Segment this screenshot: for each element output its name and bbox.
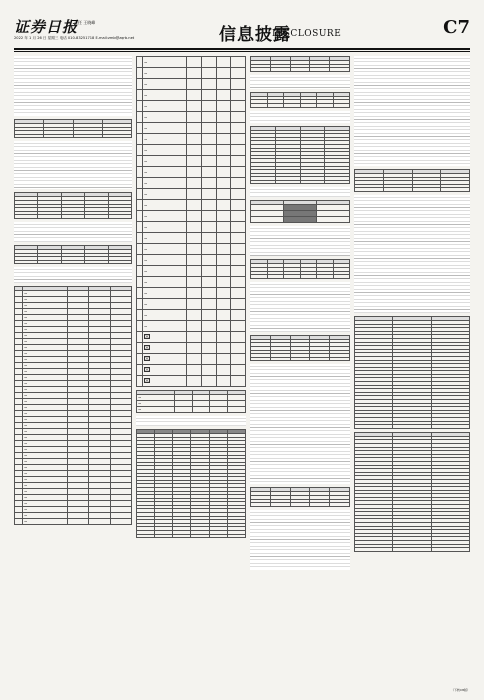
data-table: [136, 429, 246, 538]
data-table: [250, 56, 350, 72]
signature-image: ~: [23, 495, 68, 501]
signature-image: ~: [143, 189, 187, 200]
column-4: [354, 56, 470, 680]
signature-image: ~: [23, 435, 68, 441]
signature-image: ~: [23, 387, 68, 393]
signature-image: ~: [143, 233, 187, 244]
signature-image: ~: [23, 465, 68, 471]
signature-image: ~: [143, 211, 187, 222]
signature-image: ~: [23, 513, 68, 519]
data-table: [250, 487, 350, 506]
signature-image: ~: [23, 399, 68, 405]
signature-image: ~: [23, 375, 68, 381]
signature-image: ~: [143, 134, 187, 145]
column-3: [250, 56, 350, 680]
signature-image: ~: [143, 266, 187, 277]
header-rule: [14, 48, 470, 50]
signature-image: ~: [143, 112, 187, 123]
signature-image: ~: [23, 369, 68, 375]
continued-note: （下转C8版）: [450, 688, 470, 692]
header-rule-thin: [14, 51, 470, 52]
signature-image: ~: [23, 507, 68, 513]
signature-image: ~: [23, 501, 68, 507]
signature-table: [136, 56, 246, 387]
signature-image: ~: [23, 429, 68, 435]
signature-image: ~: [143, 244, 187, 255]
data-table: [354, 169, 470, 192]
text-block: [250, 187, 350, 197]
signature-image: ~: [143, 90, 187, 101]
signature-image: ~: [143, 123, 187, 134]
signature-image: ~: [143, 167, 187, 178]
signature-image: ~: [143, 255, 187, 266]
cross-mark-icon: [144, 367, 150, 372]
signature-image: ~: [23, 327, 68, 333]
text-block: [250, 510, 350, 570]
data-table: [250, 92, 350, 108]
signature-image: ~: [23, 333, 68, 339]
signature-table: [14, 286, 132, 525]
text-block: [250, 75, 350, 89]
signature-image: ~: [143, 101, 187, 112]
signature-image: ~: [23, 309, 68, 315]
signature-image: ~: [23, 453, 68, 459]
data-table: [250, 335, 350, 362]
signature-image: ~: [143, 68, 187, 79]
data-table: [250, 259, 350, 278]
financial-table: [354, 432, 470, 552]
page-number: C7: [443, 17, 470, 38]
signature-image: ~: [23, 477, 68, 483]
signature-image: ~: [143, 57, 187, 68]
text-block: [136, 416, 246, 426]
signature-image: ~: [23, 291, 68, 297]
signature-image: ~: [23, 339, 68, 345]
cross-mark-icon: [144, 356, 150, 361]
signature-image: ~: [23, 405, 68, 411]
signature-image: ~: [23, 393, 68, 399]
signature-image: ~: [143, 288, 187, 299]
signature-image: ~: [23, 417, 68, 423]
financial-table: [354, 316, 470, 429]
data-table: [14, 192, 132, 219]
text-block: [250, 111, 350, 123]
data-table: [14, 245, 132, 264]
signature-image: ~: [143, 310, 187, 321]
text-block: [14, 267, 132, 283]
signature-image: ~: [143, 222, 187, 233]
column-1: [14, 56, 132, 680]
section-title-en: DISCLOSURE: [272, 29, 342, 39]
signature-image: ~: [143, 156, 187, 167]
signature-image: ~: [23, 303, 68, 309]
signature-image: ~: [23, 423, 68, 429]
signature-image: ~: [23, 411, 68, 417]
signature-image: ~: [143, 277, 187, 288]
data-table: [250, 200, 350, 223]
text-block: [354, 195, 470, 313]
newspaper-logo: 证券日报: [14, 18, 79, 36]
column-2: [136, 56, 246, 680]
section-title: 信息披露: [219, 25, 291, 45]
cross-mark-icon: [144, 345, 150, 350]
text-block: [14, 141, 132, 189]
signature-image: ~: [23, 441, 68, 447]
signature-image: ~: [23, 345, 68, 351]
signature-image: ~: [143, 79, 187, 90]
editor-info: 责任 王晓峰: [74, 20, 96, 25]
signature-image: ~: [23, 381, 68, 387]
signature-image: ~: [143, 321, 187, 332]
signature-image: ~: [23, 471, 68, 477]
signature-image: ~: [23, 459, 68, 465]
signature-image: ~: [143, 299, 187, 310]
signature-image: ~: [23, 357, 68, 363]
signature-image: ~: [23, 321, 68, 327]
text-block: [250, 282, 350, 332]
dateline: 2022 年 1 月 26 日 星期三 电话 010-83251718 E-mail:zmb@zqrb.net: [14, 36, 135, 40]
text-block: [250, 364, 350, 484]
signature-image: ~: [23, 519, 68, 525]
cross-mark-icon: [144, 378, 150, 383]
text-block: [250, 226, 350, 256]
text-block: [354, 56, 470, 166]
data-table: [14, 119, 132, 138]
signature-image: ~: [23, 297, 68, 303]
signature-image: ~: [143, 200, 187, 211]
cross-mark-icon: [144, 334, 150, 339]
signature-image: ~: [23, 489, 68, 495]
signature-image: ~: [23, 351, 68, 357]
signature-image: ~: [23, 447, 68, 453]
text-block: [14, 222, 132, 242]
signature-image: ~: [23, 363, 68, 369]
text-block: [14, 56, 132, 116]
signature-image: ~: [23, 483, 68, 489]
signature-image: ~: [143, 178, 187, 189]
data-table: ~ ~ ~: [136, 390, 246, 413]
signature-image: ~: [143, 145, 187, 156]
signature-image: ~: [23, 315, 68, 321]
data-table: [250, 126, 350, 185]
